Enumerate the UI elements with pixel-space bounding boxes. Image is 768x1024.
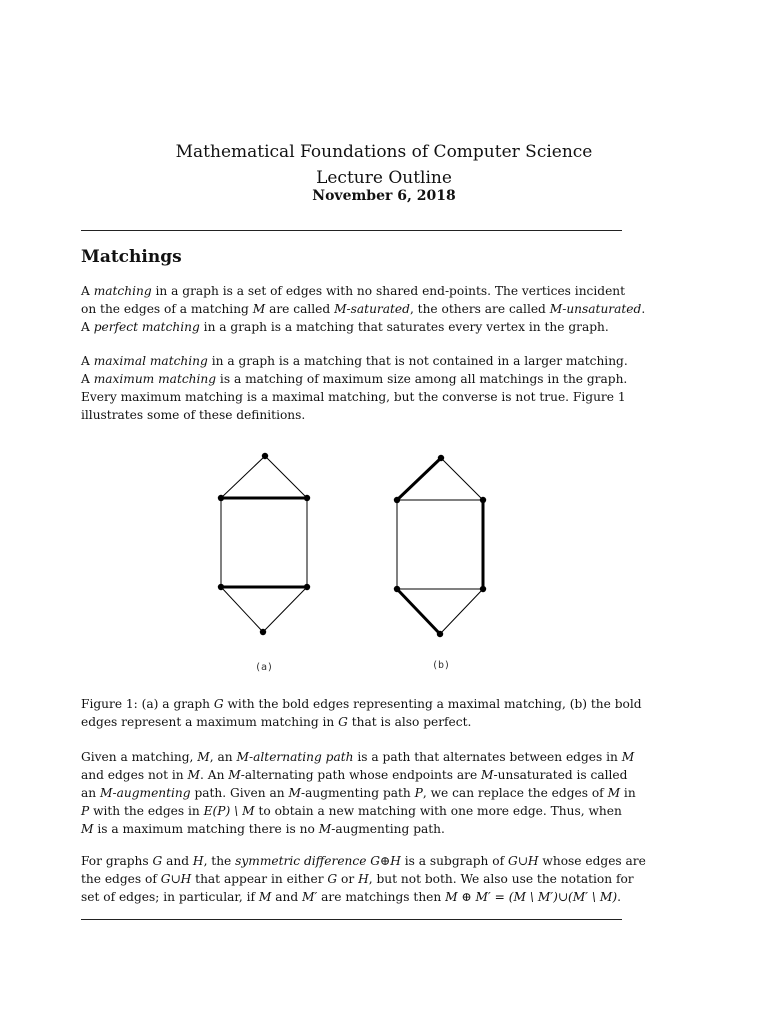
term-matching: matching	[93, 284, 152, 298]
graph-b-vertices	[394, 455, 486, 637]
text-run: are called	[265, 302, 335, 316]
text-run: , we can replace the edges of	[422, 786, 608, 800]
text-line	[81, 695, 642, 713]
text-run: in a graph is a matching that is not contained in a larger matching.	[207, 354, 628, 368]
term-maximal-matching: maximal matching	[93, 354, 208, 368]
matching-edge	[397, 589, 440, 634]
top-divider	[81, 230, 622, 231]
text-line	[81, 784, 636, 802]
text-run: .	[641, 302, 646, 316]
text-run: set of edges; in particular, if	[81, 890, 259, 904]
term-m-unsaturated: M-unsaturated	[549, 302, 642, 316]
text-line	[81, 820, 626, 838]
math-var: M	[187, 768, 201, 782]
term-perfect-matching: perfect matching	[93, 320, 200, 334]
text-line	[81, 318, 626, 336]
text-run: is a matching of maximum size among all matchings in the graph.	[216, 372, 628, 386]
math-var: M	[228, 768, 241, 782]
text-line	[81, 870, 634, 888]
text-line	[81, 888, 626, 906]
figure-1	[200, 448, 500, 683]
edge	[263, 587, 307, 632]
section-heading: Matchings	[81, 247, 182, 267]
math-expression: G∪H	[160, 872, 192, 886]
math-var: M	[481, 768, 494, 782]
math-var: G	[327, 872, 338, 886]
paragraph-alternating-path	[81, 748, 636, 838]
term-m-augmenting: M-augmenting	[100, 786, 191, 800]
course-title: Mathematical Foundations of Computer Science	[175, 142, 593, 162]
text-run: is a subgraph of	[400, 854, 508, 868]
text-run: -augmenting path.	[331, 822, 445, 836]
text-line	[81, 713, 626, 731]
lecture-date: November 6, 2018	[312, 188, 456, 204]
math-var: P	[414, 786, 423, 800]
math-var: M	[197, 750, 210, 764]
text-run: -unsaturated is called	[493, 768, 628, 782]
vertex	[394, 497, 400, 503]
term-m-saturated: M-saturated	[334, 302, 410, 316]
text-run: Given a matching,	[81, 750, 198, 764]
text-line: Every maximum matching is a maximal matching, but the converse is not true. Figure 1	[81, 390, 626, 404]
figure-caption	[81, 695, 642, 731]
vertex	[437, 631, 443, 637]
math-var: M	[252, 302, 266, 316]
paragraph-symmetric-difference	[81, 852, 646, 906]
text-run: an	[81, 786, 100, 800]
math-expression: G∪H	[507, 854, 539, 868]
subfigure-label-a: (a)	[255, 662, 274, 673]
text-line	[81, 766, 626, 784]
subfigure-label-b: (b)	[432, 660, 451, 671]
text-line	[81, 282, 626, 300]
edge	[265, 456, 307, 498]
text-run: A	[81, 372, 94, 386]
text-run: is a path that alternates between edges in	[353, 750, 622, 764]
paragraph-matching-definition	[81, 282, 646, 336]
text-run: path. Given an	[190, 786, 289, 800]
math-var: G	[338, 715, 348, 729]
text-run: A	[81, 284, 94, 298]
text-run: on the edges of a matching	[81, 302, 253, 316]
math-expression: E(P) \ M	[203, 804, 255, 818]
vertex	[304, 584, 310, 590]
text-run: .	[617, 890, 622, 904]
vertex	[218, 495, 224, 501]
text-run: -alternating path whose endpoints are	[240, 768, 482, 782]
text-run: , an	[209, 750, 237, 764]
vertex	[218, 584, 224, 590]
math-var: M	[607, 786, 621, 800]
text-run: and edges not in	[81, 768, 188, 782]
text-line	[81, 300, 646, 318]
text-line	[81, 370, 626, 388]
math-var: M′	[302, 890, 318, 904]
bottom-divider	[81, 919, 622, 920]
term-maximum-matching: maximum matching	[93, 372, 217, 386]
math-var: P	[81, 804, 90, 818]
matching-edge	[397, 458, 441, 500]
text-run: Figure 1: (a) a graph	[81, 697, 214, 711]
text-run: and	[271, 890, 303, 904]
math-expression: M ⊕ M′ = (M \ M′)∪(M′ \ M)	[445, 890, 618, 904]
text-run: with the edges in	[89, 804, 204, 818]
vertex	[394, 586, 400, 592]
math-expression: G⊕H	[366, 854, 401, 868]
text-run: or	[337, 872, 359, 886]
text-run: with the bold edges representing a maximal matching, (b) the bold	[223, 697, 642, 711]
graph-b	[397, 458, 483, 634]
text-run: in	[620, 786, 636, 800]
vertex	[480, 586, 486, 592]
text-run: , but not both. We also use the notation for	[368, 872, 634, 886]
vertex	[262, 453, 268, 459]
text-run: and	[162, 854, 193, 868]
text-run: the edges of	[81, 872, 161, 886]
edge	[441, 458, 483, 500]
text-run: to obtain a new matching with one more edge. Thus, when	[254, 804, 622, 818]
vertex	[260, 629, 266, 635]
math-var: G	[213, 697, 224, 711]
text-run: in a graph is a matching that saturates every vertex in the graph.	[199, 320, 609, 334]
text-run: edges represent a maximum matching in	[81, 715, 339, 729]
math-var: M	[621, 750, 635, 764]
text-run: are matchings then	[317, 890, 446, 904]
text-run: is a maximum matching there is no	[93, 822, 319, 836]
text-run: A	[81, 320, 94, 334]
vertex	[304, 495, 310, 501]
edge	[440, 589, 483, 634]
text-line	[81, 802, 626, 820]
text-line	[81, 852, 646, 870]
math-var: G	[152, 854, 163, 868]
text-line: illustrates some of these definitions.	[81, 408, 306, 422]
math-var: M	[318, 822, 332, 836]
math-var: M	[81, 822, 94, 836]
graph-a	[221, 456, 307, 632]
text-run: For graphs	[81, 854, 153, 868]
vertex	[438, 455, 444, 461]
text-run: in a graph is a set of edges with no shared end-points. The vertices incident	[151, 284, 626, 298]
math-var: M	[258, 890, 272, 904]
text-run: , the	[203, 854, 236, 868]
term-m-alternating-path: M-alternating path	[236, 750, 354, 764]
text-run: that appear in either	[191, 872, 328, 886]
graph-a-vertices	[218, 453, 310, 635]
math-var: M	[288, 786, 301, 800]
figure-graphs	[200, 448, 500, 683]
text-run: , the others are called	[409, 302, 550, 316]
text-line	[81, 352, 626, 370]
text-run: . An	[200, 768, 229, 782]
math-var: H	[192, 854, 204, 868]
edge	[221, 456, 265, 498]
text-run: that is also perfect.	[347, 715, 472, 729]
text-run: A	[81, 354, 94, 368]
term-symmetric-difference: symmetric difference	[235, 854, 367, 868]
text-line	[81, 748, 635, 766]
lecture-subtitle: Lecture Outline	[316, 168, 452, 188]
edge	[221, 587, 263, 632]
text-run: -augmenting path	[300, 786, 415, 800]
paragraph-maximal-maximum	[81, 352, 626, 424]
vertex	[480, 497, 486, 503]
math-var: H	[358, 872, 369, 886]
text-run: whose edges are	[538, 854, 646, 868]
